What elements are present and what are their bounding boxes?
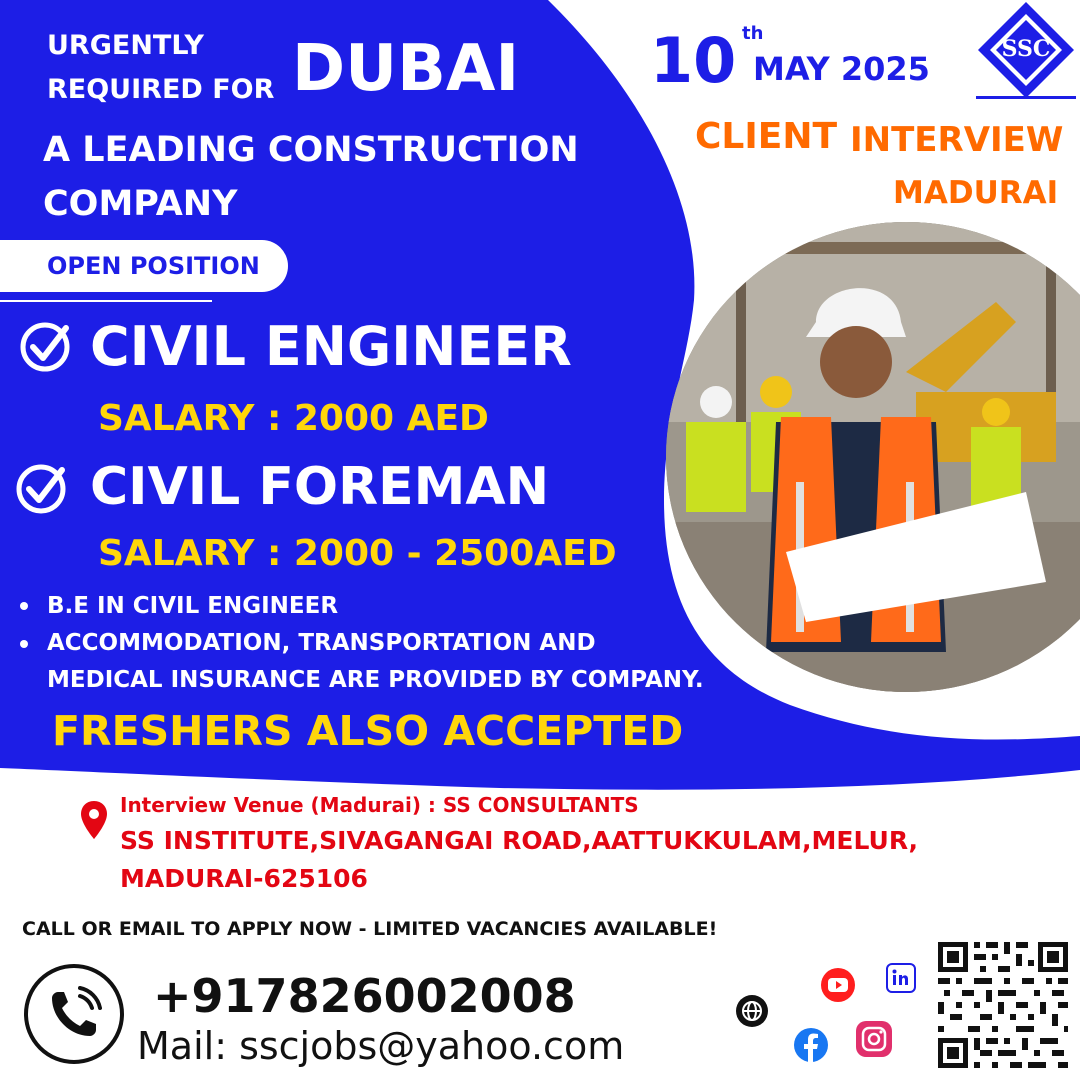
position-salary-1: SALARY : 2000 AED — [98, 398, 489, 439]
company-line-2: COMPANY — [43, 184, 238, 224]
date-month-year: MAY 2025 — [753, 50, 930, 88]
venue-address-line-1: SS INSTITUTE,SIVAGANGAI ROAD,AATTUKKULAM,MELUR, — [120, 826, 919, 855]
logo-text: SSC — [1001, 36, 1051, 62]
divider-line — [0, 300, 212, 302]
location-pin-icon — [80, 800, 108, 840]
urgent-line-2: REQUIRED FOR — [47, 74, 275, 105]
youtube-icon[interactable] — [820, 967, 856, 1003]
email-address[interactable]: Mail: sscjobs@yahoo.com — [137, 1024, 625, 1068]
venue-label: Interview Venue (Madurai) : SS CONSULTANTS — [120, 793, 639, 817]
position-salary-2: SALARY : 2000 - 2500AED — [98, 533, 617, 574]
globe-icon[interactable] — [735, 994, 769, 1028]
venue-address-line-2: MADURAI-625106 — [120, 864, 368, 893]
requirement-1: B.E IN CIVIL ENGINEER — [47, 593, 339, 619]
open-position-label: OPEN POSITION — [47, 252, 260, 280]
date-suffix: th — [742, 23, 764, 44]
qr-code-icon[interactable] — [936, 940, 1070, 1070]
instagram-icon[interactable] — [855, 1020, 893, 1058]
check-circle-icon — [18, 320, 72, 374]
client-label: CLIENT — [695, 116, 838, 157]
ssc-logo — [976, 0, 1076, 100]
position-title-2: CIVIL FOREMAN — [90, 457, 550, 517]
linkedin-icon[interactable] — [886, 963, 916, 993]
requirement-2: ACCOMMODATION, TRANSPORTATION AND — [47, 630, 596, 656]
date-day: 10 — [650, 24, 737, 97]
facebook-icon[interactable] — [793, 1027, 829, 1063]
position-title-1: CIVIL ENGINEER — [90, 315, 572, 378]
check-circle-icon — [14, 462, 68, 516]
phone-icon — [22, 962, 126, 1066]
bullet-dot — [20, 602, 28, 610]
interview-label: INTERVIEW — [850, 120, 1064, 160]
interview-city: MADURAI — [893, 175, 1059, 211]
cta-text: CALL OR EMAIL TO APPLY NOW - LIMITED VACANCIES AVAILABLE! — [22, 918, 718, 940]
destination: DUBAI — [292, 32, 520, 106]
requirement-3: MEDICAL INSURANCE ARE PROVIDED BY COMPANY. — [47, 667, 704, 693]
company-line-1: A LEADING CONSTRUCTION — [43, 130, 579, 170]
freshers-note: FRESHERS ALSO ACCEPTED — [52, 707, 684, 755]
urgent-line-1: URGENTLY — [47, 30, 204, 61]
bullet-dot — [20, 640, 28, 648]
phone-number[interactable]: +917826002008 — [153, 969, 576, 1023]
